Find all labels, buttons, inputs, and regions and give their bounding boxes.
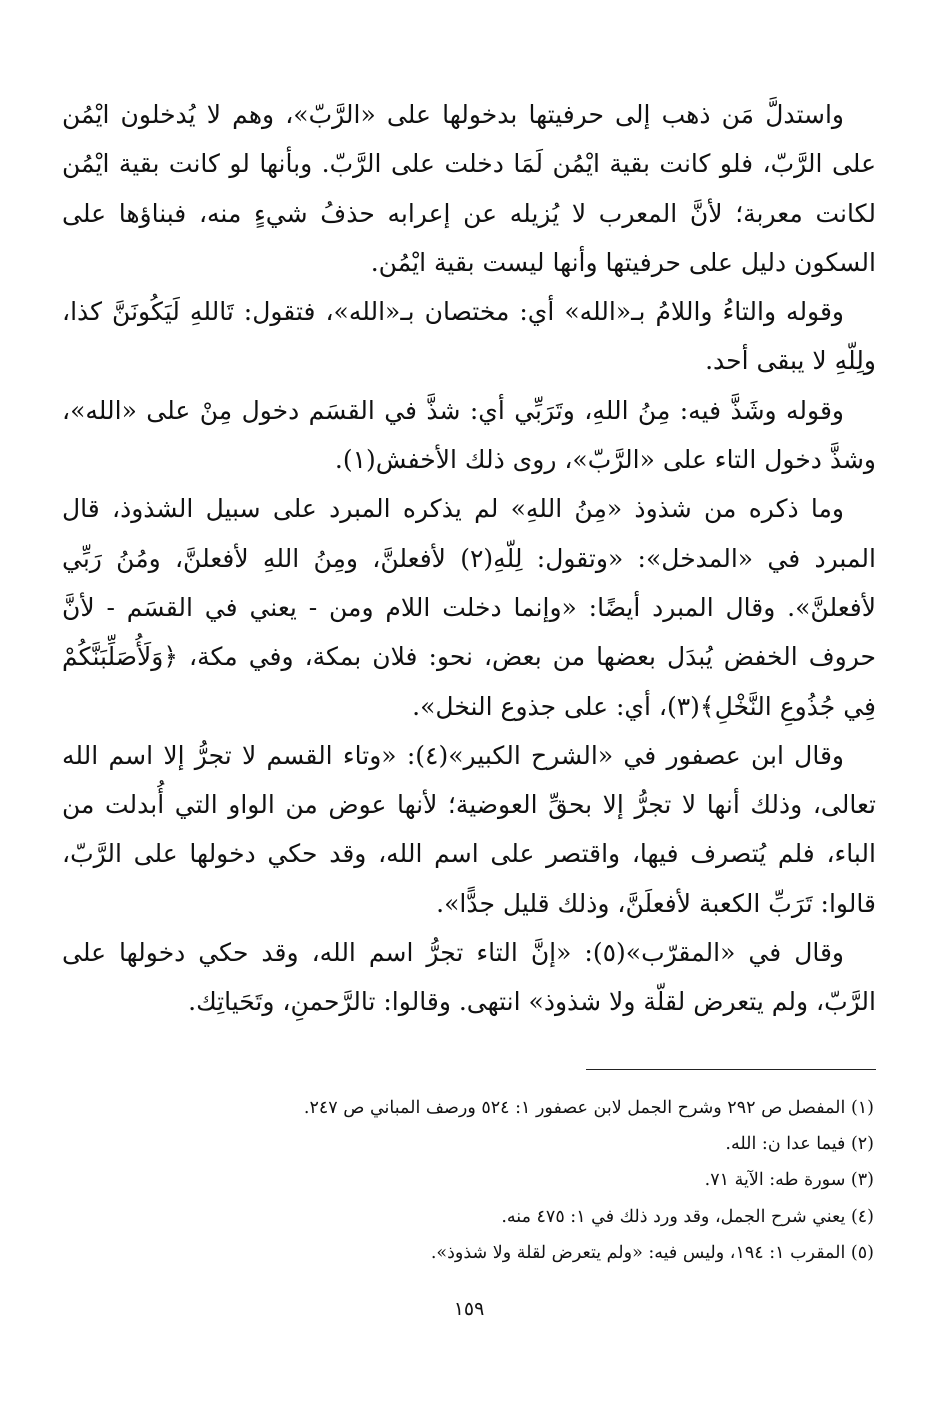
footnote-1: (١) المفصل ص ٢٩٢ وشرح الجمل لابن عصفور ١: ٥٢٤ ورصف المباني ص ٢٤٧. bbox=[303, 1098, 874, 1118]
paragraph-5: وقال ابن عصفور في «الشرح الكبير»(٤): «وتاء القسم لا تجرُّ إلا اسم الله تعالى، وذلك أنها لا تجرُّ إلا بحقِّ العوضية؛ لأنها عوض من الواو التي أُبدلت من الباء، فلم يُتصرف فيها، واقتصر على اسم الله، وقد حكي دخولها على الرَّبّ، قالوا: تَرَبِّ الكعبة لأفعلَنَّ، وذلك قليل جدًّا». bbox=[62, 740, 876, 918]
footnote-5: (٥) المقرب ١: ١٩٤، وليس فيه: «ولم يتعرض لقلة ولا شذوذ». bbox=[430, 1242, 874, 1263]
main-text bbox=[62, 90, 876, 1027]
paragraph-4: وما ذكره من شذوذ «مِنُ اللهِ» لم يذكره المبرد على سبيل الشذوذ، قال المبرد في «المدخل»: «وتقول: لِلّهِ(٢) لأفعلنَّ، ومِنُ اللهِ لأفعلنَّ، ومُنُ رَبِّي لأفعلنَّ». وقال المبرد أيضًا: «وإنما دخلت اللام ومن - يعني في القسَم - لأنَّ حروف الخفض يُبدَل بعضها من بعض، نحو: فلان بمكة، وفي مكة، ﴿وَلَأُصَلِّبَنَّكُمْ فِي جُذُوعِ النَّخْلِ﴾(٣)، أي: على جذوع النخل». bbox=[62, 494, 876, 721]
paragraph-3: وقوله وشَذَّ فيه: مِنُ اللهِ، وتَرَبِّي أي: شذَّ في القسَم دخول مِنْ على «الله»، وشذَّ دخول التاء على «الرَّبّ»، روى ذلك الأخفش(١). bbox=[62, 395, 876, 475]
footnote-3: (٣) سورة طه: الآية ٧١. bbox=[704, 1170, 874, 1191]
paragraph-1: واستدلَّ مَن ذهب إلى حرفيتها بدخولها على «الرَّبّ»، وهم لا يُدخلون ايْمُن على الرَّبّ، فلو كانت بقية ايْمُن لَمَا دخلت على الرَّبّ. وبأنها لو كانت بقية ايْمُن لكانت معربة؛ لأنَّ المعرب لا يُزيله عن إعرابه حذفُ شيءٍ منه، فبناؤها على السكون دليل على حرفيتها وأنها ليست بقية ايْمُن. bbox=[62, 100, 876, 277]
page-number: ١٥٩ bbox=[453, 1298, 485, 1320]
footnote-2: (٢) فيما عدا ن: الله. bbox=[725, 1134, 874, 1155]
paragraph-6: وقال في «المقرّب»(٥): «إنَّ التاء تجرُّ اسم الله، وقد حكي دخولها على الرَّبّ، ولم يتعرض لقلّة ولا شذوذ» انتهى. وقالوا: تالرَّحمنِ، وتَحَياتِك. bbox=[62, 938, 876, 1017]
footnote-4: (٤) يعني شرح الجمل، وقد ورد ذلك في ١: ٤٧٥ منه. bbox=[501, 1206, 874, 1227]
paragraph-2: وقوله والتاءُ واللامُ بـ«الله» أي: مختصان بـ«الله»، فتقول: تَاللهِ لَيَكُونَنَّ كذا، ولِلّهِ لا يبقى أحد. bbox=[62, 297, 876, 376]
footnotes bbox=[62, 1090, 876, 1271]
footnote-divider bbox=[586, 1069, 876, 1070]
